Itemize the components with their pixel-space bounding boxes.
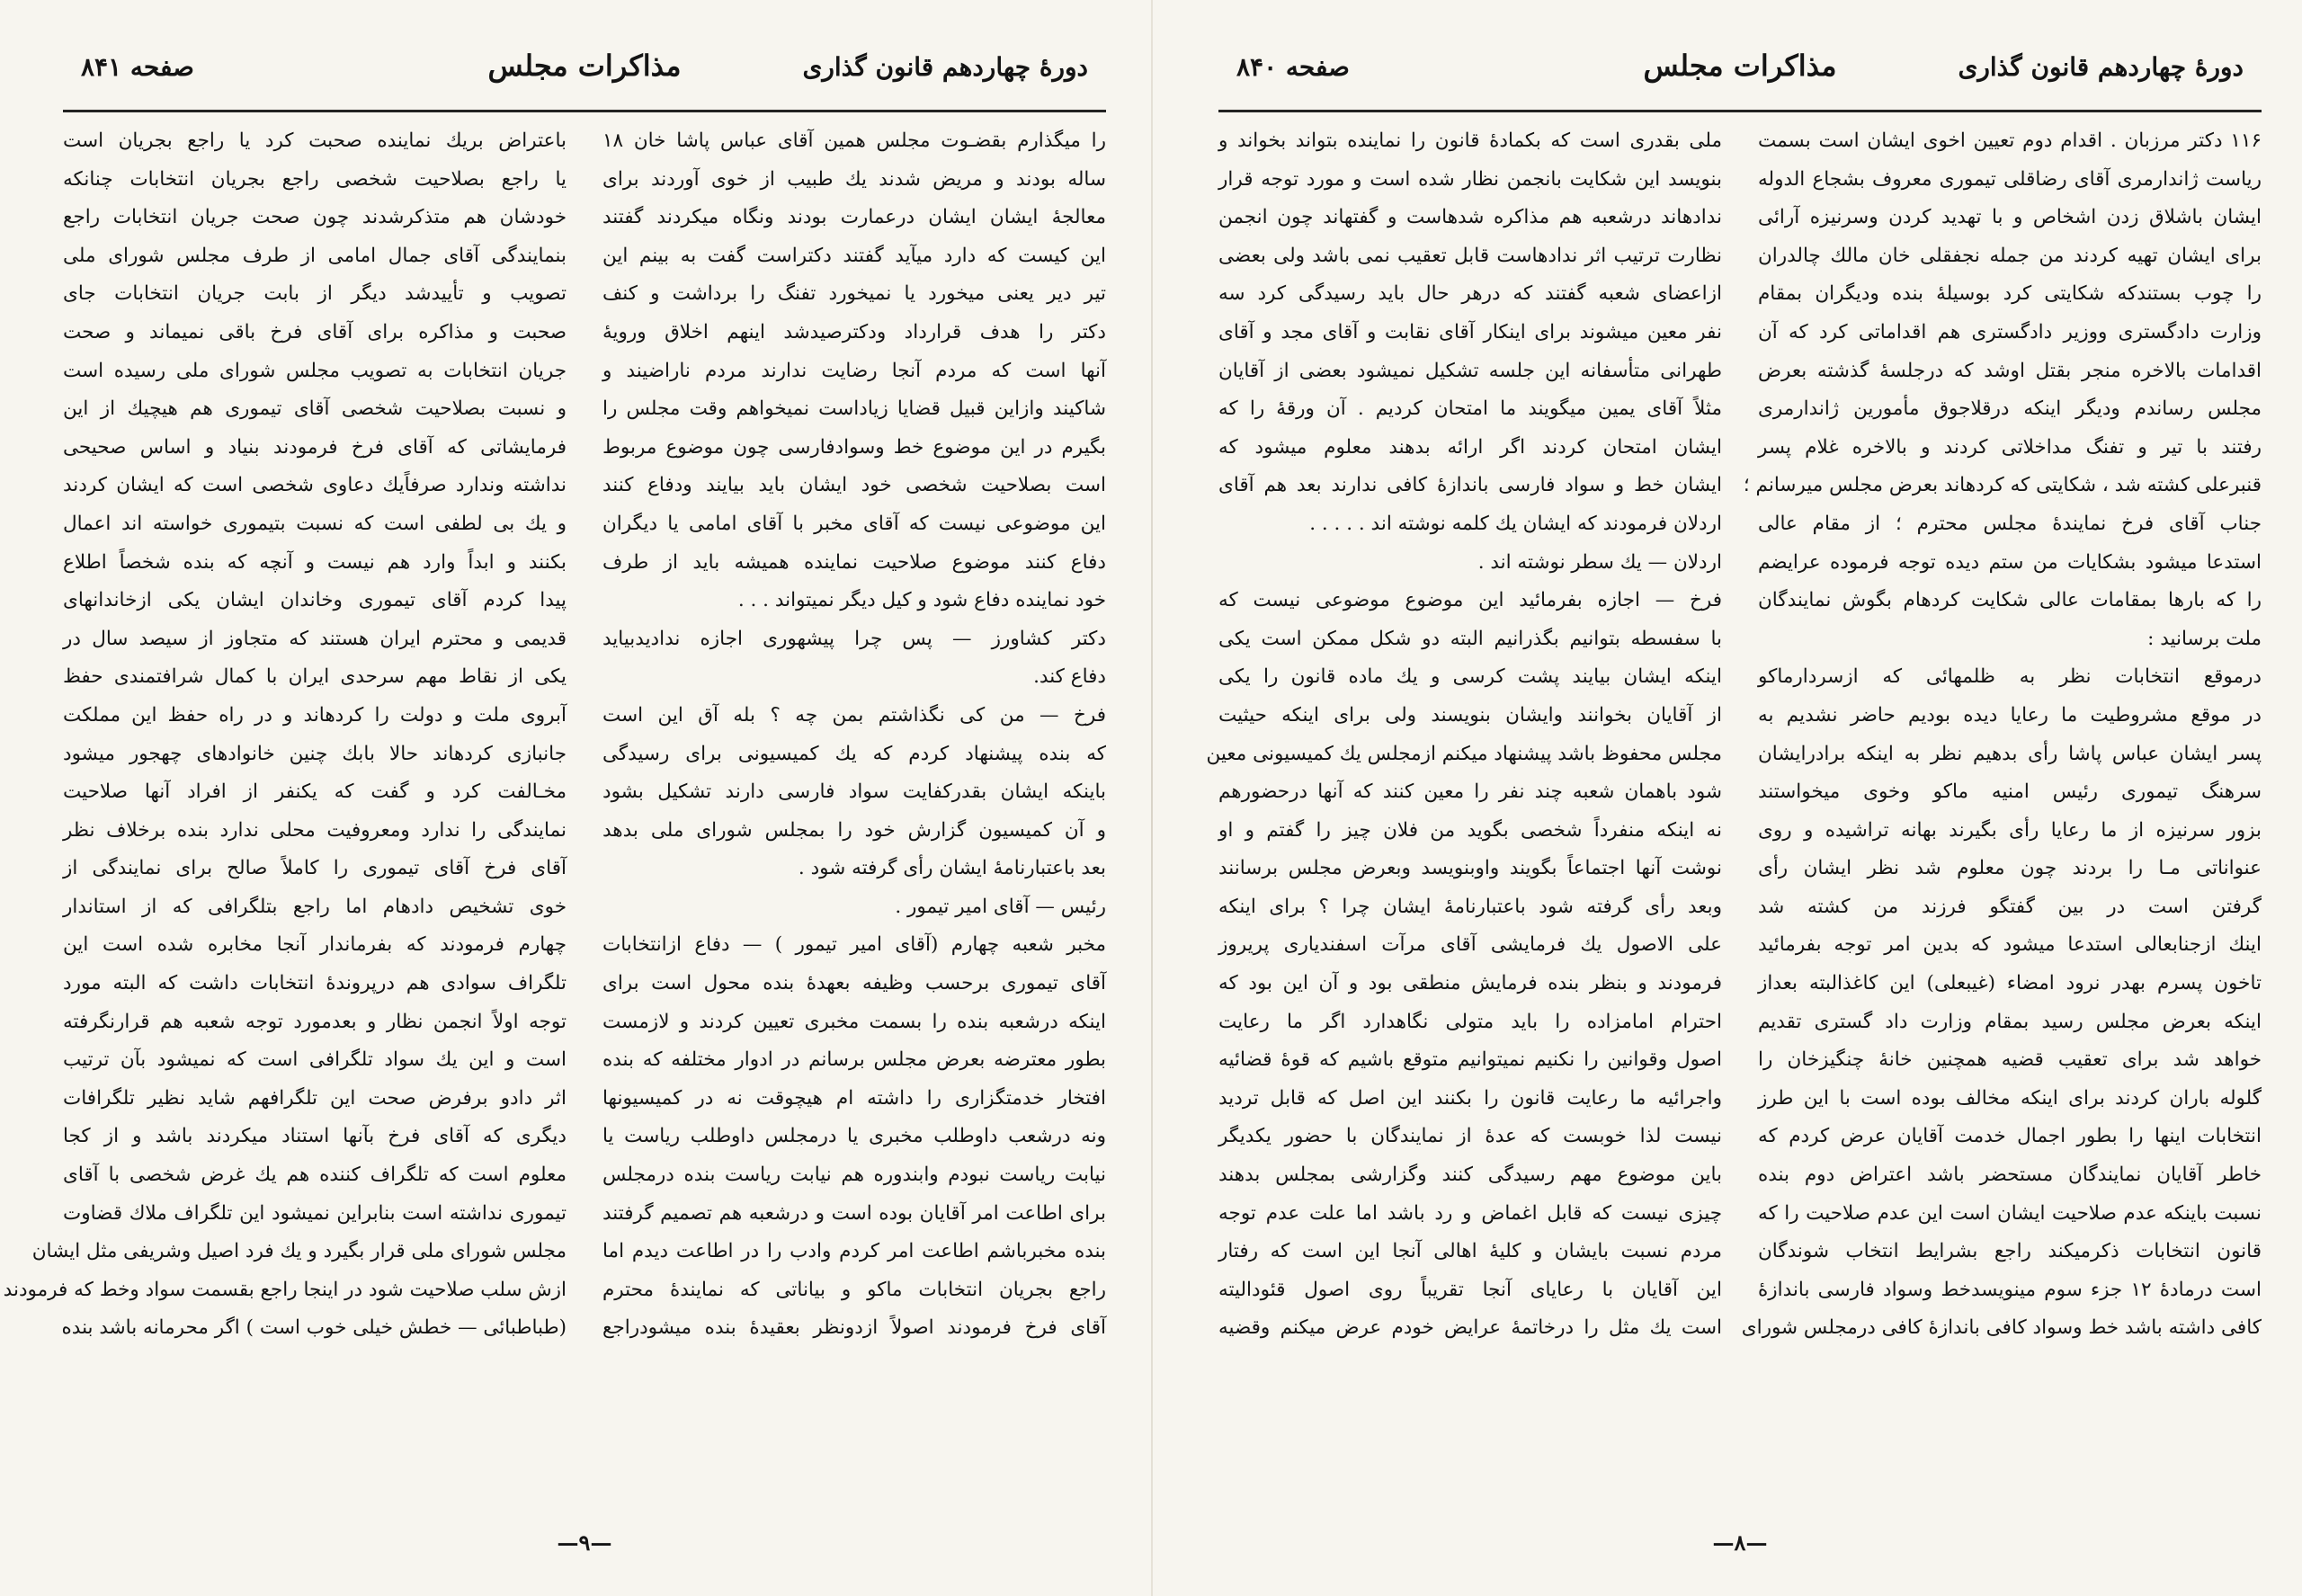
text-line: و یك بی لطفی است که نسبت بتیموری خواسته اند اعمال	[63, 512, 567, 535]
text-line: عنواناتی مـا را بردند چون معلوم شد نظر ایشان رأی	[1758, 857, 2262, 880]
text-line: است و این یك سواد تلگرافی است که نمیشود بآن ترتیب	[63, 1048, 567, 1072]
text-line: معالجهٔ ایشان ایشان درعمارت بودند ونگاه میکردند گفتند	[602, 206, 1106, 229]
text-line: ملی بقدری است که بکمادهٔ قانون را نماینده بتواند بخواند و	[1218, 129, 1722, 152]
column-left	[1206, 122, 1723, 1511]
text-line: چیزی نیست که قابل اغماض و رد باشد اما علت عدم توجه	[1218, 1201, 1722, 1225]
text-line: ایشان خط و سواد فارسی باندازهٔ کافی ندارند بعد هم آقای	[1218, 474, 1722, 497]
text-line: اردلان — یك سطر نوشته اند .	[1477, 550, 1722, 574]
text-line: است یك مثل را درخاتمهٔ عرایض خودم عرض میکنم وقضیه	[1218, 1316, 1722, 1340]
text-line: راجع بجریان انتخابات ماکو و بیاناتی که نمایندهٔ محترم	[602, 1278, 1106, 1301]
text-line: رفتند با تیر و تفنگ مداخلاتی کردند و بالاخره غلام پسر	[1758, 435, 2262, 459]
text-line: ازش سلب صلاحیت شود در اینجا راجع بقسمت سواد وخط که فرمودند	[3, 1278, 567, 1301]
text-line: را چوب بستندکه شکایتی کرد بوسیلهٔ بنده ودیگران بمقام	[1758, 282, 2262, 306]
text-line: پسر ایشان عباس پاشا رأی بدهیم نظر به اینکه برادرایشان	[1758, 742, 2262, 765]
text-line: برای ایشان تهیه کردند من جمله نجفقلی خان مالك چالدران	[1758, 244, 2262, 267]
text-line: وبعد رأی گرفته شود باعتبارنامهٔ ایشان چرا ؟ برای اینکه	[1218, 895, 1722, 918]
text-line: این کیست که دارد میآید گفتند دکتراست گفت به بینم این	[602, 244, 1106, 267]
text-line: اینکه درشعبه بنده را بسمت مخبری تعیین کردند و لازمست	[602, 1010, 1106, 1033]
text-line: جریان انتخابات به تصویب مجلس شورای ملی رسیده است	[63, 359, 567, 382]
text-line: دیگری که آقای فرخ بآنها استناد میکردند باشد و از کجا	[63, 1125, 567, 1148]
text-line: ۱۱۶ دکتر مرزبان . اقدام دوم تعیین اخوی ایشان است بسمت	[1758, 129, 2262, 152]
text-line: تیموری نداشته است بنابراین نمیشود این تلگراف ملاك قضاوت	[63, 1201, 567, 1225]
text-line: افتخار خدمتگزاری را داشته ام هیچوقت نه در کمیسیونها	[602, 1086, 1106, 1110]
header-rule	[63, 110, 1106, 112]
text-line: بگیرم در این موضوع خط وسوادفارسی چون موضوع مربوط	[602, 435, 1106, 459]
text-line: گرفتن است در بین گفتگو فرزند من کشته شد	[1758, 895, 2262, 918]
text-line: جناب آقای فرخ نمایندهٔ مجلس محترم ؛ از مقام عالی	[1758, 512, 2262, 535]
text-line: و نسبت بصلاحیت شخصی آقای تیموری هم هیچیك از این	[63, 397, 567, 421]
text-line: چهارم فرمودند که بفرماندار آنجا مخابره شده است این	[63, 933, 567, 957]
page-header	[1218, 45, 2262, 92]
text-line: توجه اولاً انجمن نظار و بعدمورد توجه شعبه هم قرارنگرفته	[63, 1010, 567, 1033]
text-line: آقای فرخ آقای تیموری را کاملاً صالح برای نمایندگی از	[63, 857, 567, 880]
header-page-number: صفحه ۸۴۰	[1236, 52, 1350, 82]
text-line: است درمادهٔ ۱۲ جزء سوم مینویسدخط وسواد فارسی باندازهٔ	[1758, 1278, 2262, 1301]
text-line: نسبت باینکه عدم صلاحیت ایشان است این عدم صلاحیت را که	[1758, 1201, 2262, 1225]
text-line: مجلس شورای ملی قرار بگیرد و یك فرد اصیل وشریفی مثل ایشان	[31, 1240, 567, 1263]
text-line: جانبازی کردهاند حالا بابك چنین خانوادهای چهجور میشود	[63, 742, 567, 765]
text-line: بزور سرنیزه از ما رعایا رأی بگیرند بهانه تراشیده و روی	[1758, 818, 2262, 842]
text-line: و آن کمیسیون گزارش خود را بمجلس شورای ملی بدهد	[602, 818, 1106, 842]
text-line: را میگذارم بقضـوت مجلس همین آقای عباس پاشا خان ۱۸	[602, 129, 1106, 152]
text-line: فرمایشاتی که آقای فرخ فرمودند بنیاد و اساس صحیحی	[63, 435, 567, 459]
page-gutter	[1151, 0, 1153, 1596]
text-line: آبروی ملت و دولت را کردهاند و در راه حفظ این مملکت	[63, 703, 567, 727]
text-line: مجلس محفوظ باشد پیشنهاد میکنم ازمجلس یك کمیسیونی معین	[1206, 742, 1722, 765]
header-page-number: صفحه ۸۴۱	[81, 52, 194, 82]
text-line: بعد باعتبارنامهٔ ایشان رأی گرفته شود .	[798, 857, 1106, 880]
text-line: درموقع انتخابات نظر به ظلمهائی که ازسردارماکو	[1758, 665, 2262, 689]
text-line: کافی داشته باشد خط وسواد کافی باندازهٔ کافی درمجلس شورای	[1741, 1316, 2262, 1340]
text-line: تاخون پسرم بهدر نرود امضاء (غیبعلی) این کاغذالبته بعداز	[1758, 972, 2262, 995]
text-line: اصول وقوانین را نکنیم نمیتوانیم متوقع باشیم که قوهٔ قضائیه	[1218, 1048, 1722, 1072]
text-line: بنویسد این شکایت بانجمن نظار شده است و مورد توجه قرار	[1218, 167, 1722, 191]
text-line: قدیمی و محترم ایران هستند که متجاوز از سیصد سال در	[63, 627, 567, 650]
text-line: ریاست ژاندارمری آقای رضاقلی تیموری معروف بشجاع الدوله	[1758, 167, 2262, 191]
text-line: خودشان هم متذکرشدند چون صحت جریان انتخابات راجع	[63, 206, 567, 229]
text-line: باین موضوع مهم رسیدگی کنند وگزارشی بمجلس بدهند	[1218, 1164, 1722, 1187]
text-line: خاطر آقایان نمایندگان مستحضر باشد اعتراض دوم بنده	[1758, 1164, 2262, 1187]
column-right	[602, 122, 1106, 1511]
text-line: صحبت و مذاکره برای آقای فرخ باقی نمیماند و صحت	[63, 320, 567, 343]
text-line: مثلاً آقای یمین میگویند ما امتحان کردیم . آن ورقهٔ را که	[1218, 397, 1722, 421]
text-line: یکی از نقاط مهم سرحدی ایران با کمال شرافتمندی حفظ	[63, 665, 567, 689]
text-line: اثر دادو برفرض صحت این تلگرافهم شاید نظیر تلگرافات	[63, 1086, 567, 1110]
text-line: مخبر شعبه چهارم (آقای امیر تیمور ) — دفاع ازانتخابات	[602, 933, 1106, 957]
text-line: معلوم است که تلگراف کننده هم یك غرض شخصی با آقای	[63, 1164, 567, 1187]
text-line: بنمایندگی آقای جمال امامی از طرف مجلس شورای ملی	[63, 244, 567, 267]
text-line: خوی تشخیص دادهام اما راجع بتلگرافی که از استاندار	[63, 895, 567, 918]
text-line: فرخ — من کی نگذاشتم بمن چه ؟ بله آق این است	[602, 703, 1106, 727]
text-line: تلگراف سوادی هم درپروندهٔ انتخابات داشت که البته مورد	[63, 972, 567, 995]
text-line: تصویب و تأییدشد دیگر از بابت جریان انتخابات جای	[63, 282, 567, 306]
text-line: (طباطبائی — خطش خیلی خوب است ) اگر محرمانه باشد بنده	[61, 1316, 567, 1340]
column-right	[1741, 122, 2262, 1511]
text-line: دکتر کشاورز — پس چرا پیشهوری اجازه ندادیدبیاید	[602, 627, 1106, 650]
text-line: دفاع کنند موضوع صلاحیت نماینده همیشه باید از طرف	[602, 550, 1106, 574]
text-line: مخـالفت کرد و گفت که یکنفر از افراد آنها صلاحیت	[63, 780, 567, 804]
page-841	[3, 45, 1106, 1574]
text-line: نه اینکه منفرداً شخصی بگوید من فلان چیز را گفتم و او	[1218, 818, 1722, 842]
text-line: ایشان باشلاق زدن اشخاص و با تهدید کردن وسرنیزه آرائی	[1758, 206, 2262, 229]
text-line: رئیس — آقای امیر تیمور .	[895, 895, 1106, 918]
text-line: نیست لذا خوبست که عدهٔ از نمایندگان با حضور یکدیگر	[1218, 1125, 1722, 1148]
text-line: نفر معین میشوند برای اینکار آقای نقابت و آقای مجد و آقای	[1218, 320, 1722, 343]
text-line: دفاع کند.	[1033, 665, 1106, 689]
text-line: نداشته وندارد صرفاًیك دعاوی شخصی است که ایشان کردند	[63, 474, 567, 497]
page-footer-number: —۹—	[557, 1529, 612, 1556]
text-line: فرمودند و بنظر بنده فرمایش منطقی بود و آن این بود که	[1218, 972, 1722, 995]
text-line: قانون انتخابات ذکرمیکند راجع بشرایط انتخاب شوندگان	[1758, 1240, 2262, 1263]
text-line: سرهنگ تیموری رئیس امنیه ماکو وخوی میخواستند	[1758, 780, 2262, 804]
text-line: اقدامات بالاخره منجر بقتل اوشد که درجلسهٔ گذشته بعرض	[1758, 359, 2262, 382]
text-line: نمایندگی را ندارد ومعروفیت محلی ندارد بنده برخلاف نظر	[63, 818, 567, 842]
page-header	[63, 45, 1106, 92]
text-line: ندادهاند درشعبه هم مذاکره شدهاست و گفتهاند چون انجمن	[1218, 206, 1722, 229]
text-columns	[3, 122, 1106, 1511]
text-line: نوشت آنها اجتماعاً بگویند واوبنویسد وبعرض مجلس برسانند	[1218, 857, 1722, 880]
text-line: واجرائیه ما رعایت قانون را بکنند این اصل که قابل تردید	[1218, 1086, 1722, 1110]
text-line: احترام امامزاده را باید متولی نگاهدارد اگر ما رعایت	[1218, 1010, 1722, 1033]
text-line: اینك ازجنابعالی استدعا میشود که بدین امر توجه بفرمائید	[1758, 933, 2262, 957]
text-line: آقای تیموری برحسب وظیفه بعهدهٔ بنده محول است برای	[602, 972, 1106, 995]
text-line: آقای فرخ فرمودند اصولاً ازدونظر بعقیدهٔ بنده میشودراجع	[602, 1316, 1106, 1340]
text-line: اینکه بعرض مجلس رسید بمقام وزارت داد گستری تقدیم	[1758, 1010, 2262, 1033]
text-line: خود نماینده دفاع شود و کیل دیگر نمیتواند . . .	[737, 589, 1106, 612]
text-line: از آقایان بخوانند وایشان بنویسند ولی برای اینکه حیثیت	[1218, 703, 1722, 727]
text-line: بکنند و ابداً وارد هم نیست و آنچه که بنده شخصاً اطلاع	[63, 550, 567, 574]
text-line: نیابت ریاست نبودم وابندوره هم نیابت ریاست بنده درمجلس	[602, 1164, 1106, 1187]
text-line: ازاعضای شعبه گفتند که درهر حال باید رسیدگی کرد سه	[1218, 282, 1722, 306]
text-line: وزارت دادگستری ووزیر دادگستری هم اقداماتی کرد که آن	[1758, 320, 2262, 343]
text-line: این آقایان با رعایای آنجا تقریباً روی اصول قئودالیته	[1218, 1278, 1722, 1301]
text-line: بطور معترضه بعرض مجلس برسانم در ادوار مختلفه که بنده	[602, 1048, 1106, 1072]
header-period: دورهٔ چهاردهم قانون گذاری	[1958, 52, 2244, 82]
text-line: مجلس رساندم ودیگر اینکه درقلاجوق مأمورین ژاندارمری	[1758, 397, 2262, 421]
text-line: که بنده پیشنهاد کردم که یك کمیسیونی برای رسیدگی	[602, 742, 1106, 765]
text-line: اردلان فرمودند که ایشان یك کلمه نوشته اند . . . . .	[1309, 512, 1722, 535]
text-line: قنبرعلی کشته شد ، شکایتی که کردهاند بعرض مجلس میرسانم ؛	[1743, 474, 2262, 497]
header-title: مذاکرات مجلس	[1643, 49, 1837, 83]
text-line: بنده مخبرباشم اطاعت امر کردم وادب را در اطاعت دیدم اما	[602, 1240, 1106, 1263]
text-line: یا راجع بصلاحیت شخصی راجع بجریان انتخابات چنانکه	[63, 167, 567, 191]
text-line: این موضوعی نیست که آقای مخبر با آقای امامی یا دیگران	[602, 512, 1106, 535]
text-line: نظارت ترتیب اثر ندادهاست قابل تعقیب نمی باشد ولی بعضی	[1218, 244, 1722, 267]
text-line: ساله بودند و مریض شدند یك طبیب از خوی آوردند برای	[602, 167, 1106, 191]
text-line: علی الاصول یك فرمایشی آقای مرآت اسفندیاری پریروز	[1218, 933, 1722, 957]
text-line: مردم نسبت بایشان و کلیهٔ اهالی آنجا این است که رفتار	[1218, 1240, 1722, 1263]
text-line: ایشان امتحان کردند اگر ارائه بدهند معلوم میشود که	[1218, 435, 1722, 459]
text-line: تیر دیر یعنی میخورد یا نمیخورد تفنگ را برداشت و کنف	[602, 282, 1106, 306]
page-840	[1206, 45, 2262, 1574]
text-line: است بصلاحیت شخصی خود ایشان باید بیایند ودفاع کنند	[602, 474, 1106, 497]
text-line: شود باهمان شعبه چند نفر را معین کنند که آنها درحضورهم	[1218, 780, 1723, 804]
text-line: فرخ — اجازه بفرمائید این موضوع موضوعی نیست که	[1218, 589, 1722, 612]
text-line: آنها است که مردم آنجا رضایت ندارند مردم ناراضیند و	[602, 359, 1106, 382]
text-line: ونه درشعب داوطلب مخبری یا درمجلس داوطلب ریاست یا	[602, 1125, 1106, 1148]
text-line: شاکیند وازاین قبیل قضایا زیاداست نمیخواهم وقت مجلس را	[602, 397, 1106, 421]
text-line: طهرانی متأسفانه این جلسه تشکیل نمیشود بعضی از آقایان	[1218, 359, 1722, 382]
text-line: باعتراض بریك نماینده صحبت کرد یا راجع بجریان است	[63, 129, 567, 152]
page-footer-number: —۸—	[1712, 1529, 1768, 1556]
text-columns	[1206, 122, 2262, 1511]
column-left	[3, 122, 567, 1511]
text-line: را که بارها بمقامات عالی شکایت کردهام بگوش نمایندگان	[1758, 589, 2262, 612]
text-line: اینکه ایشان بیایند پشت کرسی و یك ماده قانون را یکی	[1218, 665, 1722, 689]
header-period: دورهٔ چهاردهم قانون گذاری	[802, 52, 1088, 82]
text-line: دکتر را هدف قرارداد ودکترصیدشد اینهم اخلاق ورویهٔ	[602, 320, 1106, 343]
text-line: با سفسطه بتوانیم بگذرانیم البته دو شکل ممکن است یکی	[1218, 627, 1722, 650]
header-title: مذاکرات مجلس	[487, 49, 682, 83]
text-line: پیدا کردم آقای تیموری وخاندان ایشان یکی ازخاندانهای	[63, 589, 567, 612]
text-line: باینکه ایشان بقدرکفایت سواد فارسی دارند تشکیل بشود	[602, 780, 1106, 804]
text-line: برای اطاعت امر آقایان بوده است و درشعبه هم تصمیم گرفتند	[602, 1201, 1106, 1225]
text-line: خواهد شد برای تعقیب قضیه همچنین خانهٔ چنگیزخان را	[1758, 1048, 2262, 1072]
text-line: گلوله باران کردند برای اینکه مخالف بوده است با این طرز	[1758, 1086, 2262, 1110]
text-line: استدعا میشود بشکایات من ستم دیده توجه فرموده عرایضم	[1758, 550, 2262, 574]
text-line: در موقع مشروطیت ما رعایا دیده بودیم حاضر نشدیم به	[1758, 703, 2262, 727]
text-line: انتخابات اینها را بطور اجمال خدمت آقایان عرض کردم که	[1758, 1125, 2262, 1148]
text-line: ملت برسانید :	[2147, 627, 2262, 650]
header-rule	[1218, 110, 2262, 112]
